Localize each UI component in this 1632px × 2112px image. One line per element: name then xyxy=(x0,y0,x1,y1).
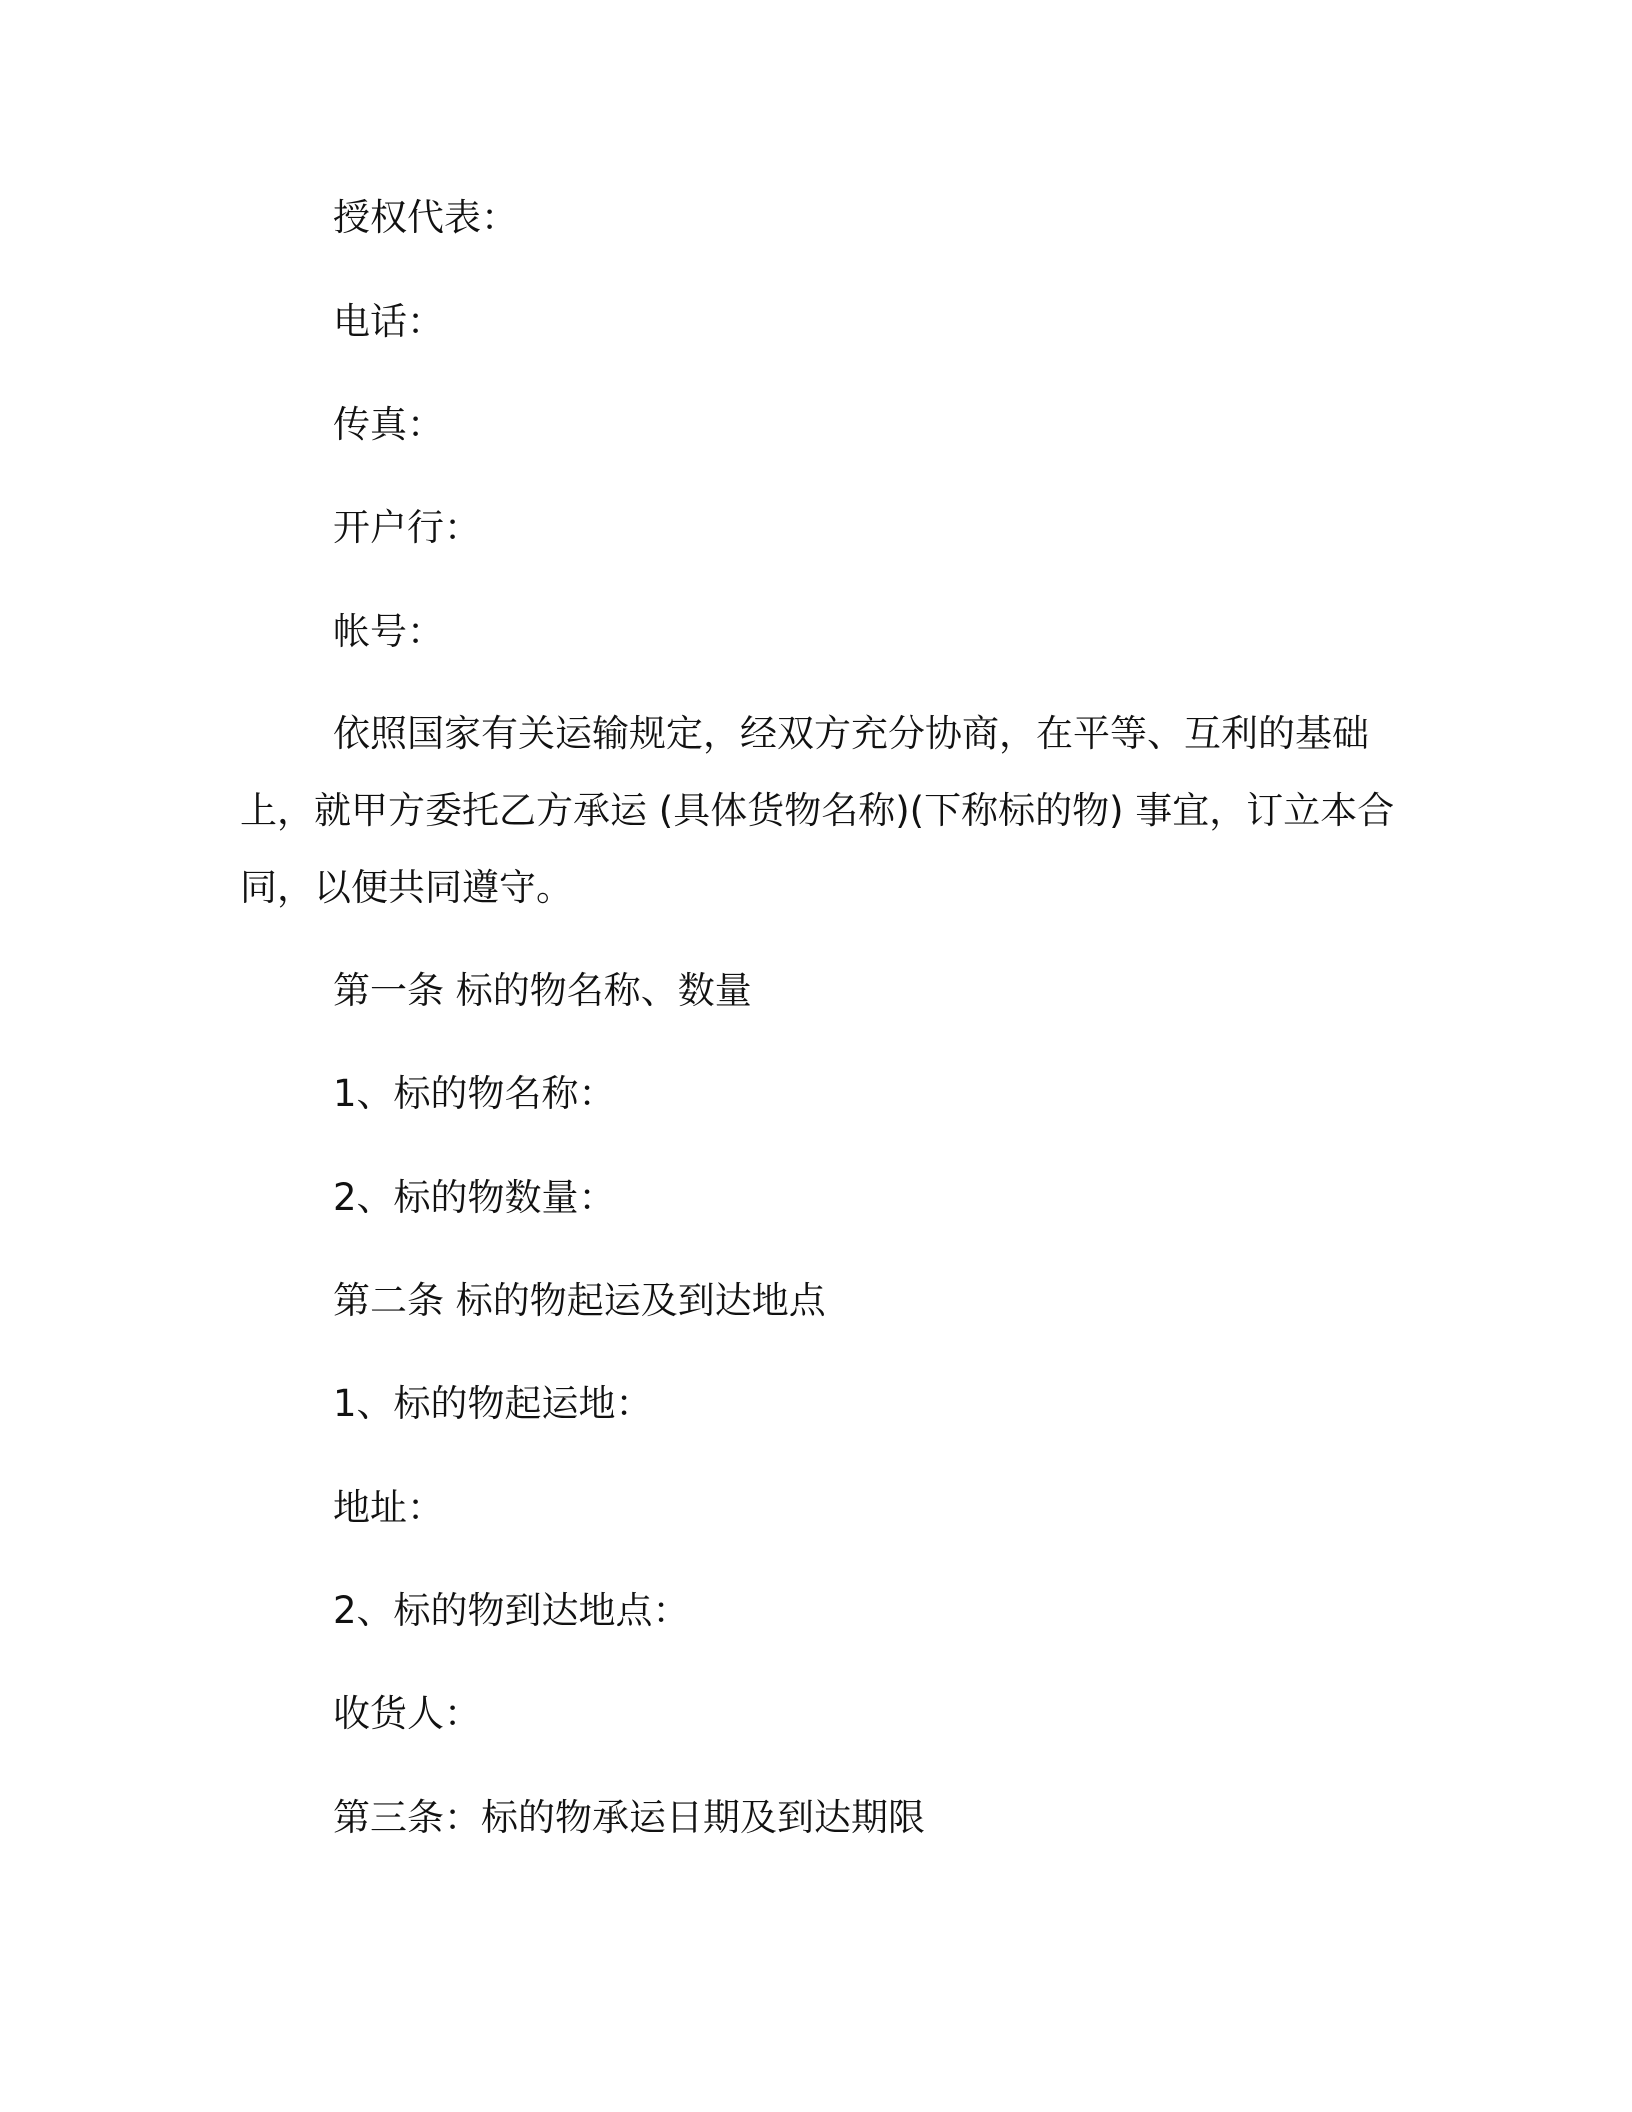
field-representative: 授权代表： xyxy=(333,196,518,239)
field-phone: 电话： xyxy=(333,300,444,343)
article-2-item-1: 1、标的物起运地： xyxy=(333,1382,653,1425)
article-2-title: 第二条 标的物起运及到达地点 xyxy=(333,1279,826,1322)
intro-paragraph-line-1: 依照国家有关运输规定，经双方充分协商，在平等、互利的基础 xyxy=(333,712,1369,755)
article-1-item-1: 1、标的物名称： xyxy=(333,1072,616,1115)
article-3-title: 第三条：标的物承运日期及到达期限 xyxy=(333,1796,925,1839)
article-1-item-2: 2、标的物数量： xyxy=(333,1176,616,1219)
field-account: 帐号： xyxy=(333,610,444,653)
article-1-title: 第一条 标的物名称、数量 xyxy=(333,969,752,1012)
article-2-consignee: 收货人： xyxy=(333,1692,481,1735)
article-2-address: 地址： xyxy=(333,1486,444,1529)
intro-paragraph-line-3: 同，以便共同遵守。 xyxy=(240,866,573,909)
intro-paragraph-line-2: 上，就甲方委托乙方承运 (具体货物名称)(下称标的物) 事宜，订立本合 xyxy=(240,789,1395,832)
field-fax: 传真： xyxy=(333,403,444,446)
article-2-item-2: 2、标的物到达地点： xyxy=(333,1589,690,1632)
field-bank: 开户行： xyxy=(333,506,481,549)
